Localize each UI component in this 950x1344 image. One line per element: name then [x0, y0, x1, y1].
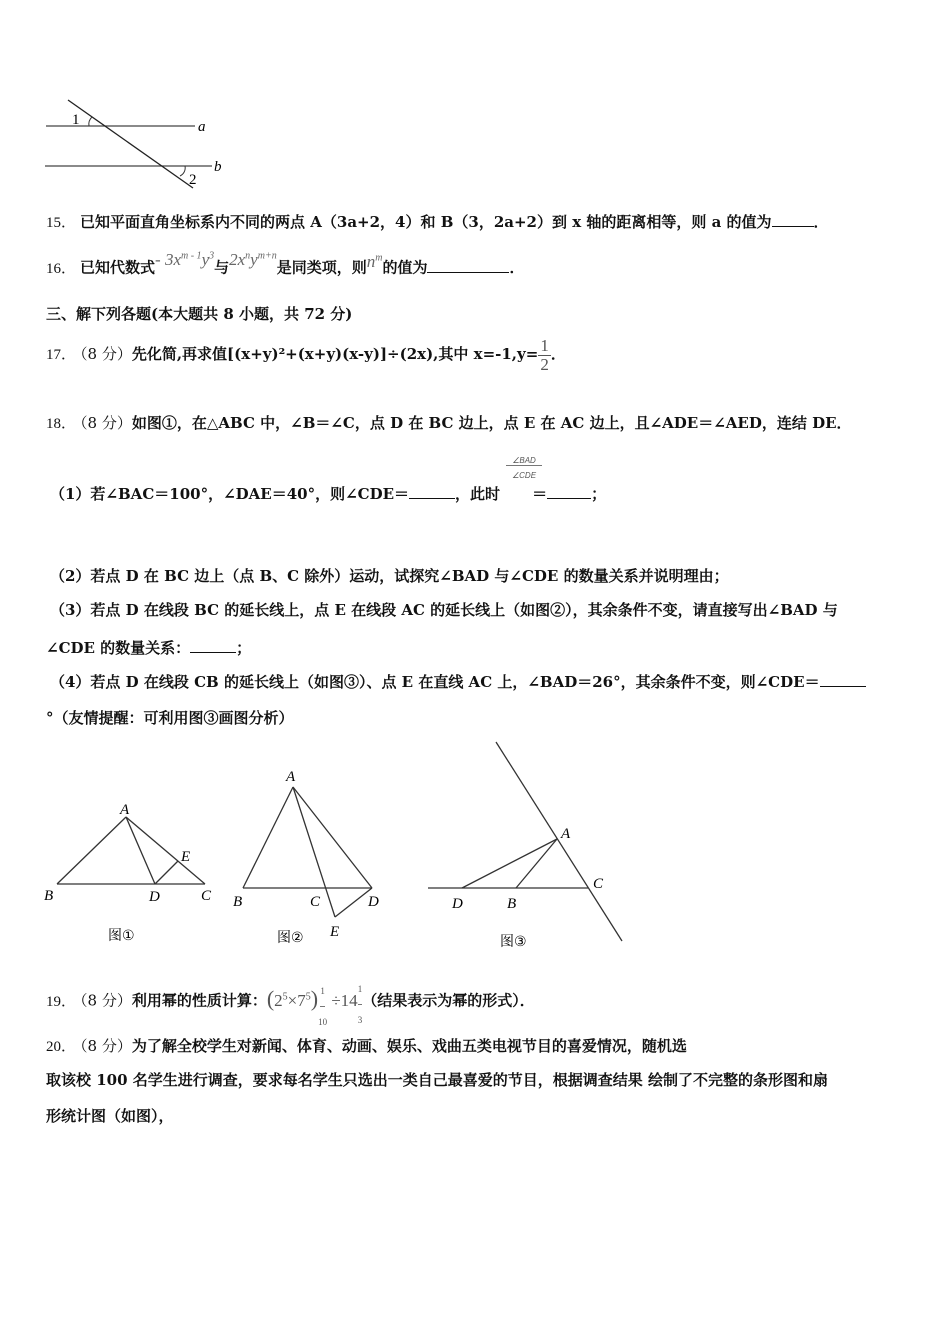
ratio-fraction: ∠BAD ∠CDE — [506, 456, 542, 480]
question-20-line-2: 取该校 100 名学生进行调查，要求每名学生只选出一类自己最喜爱的节目，根据调查结果 绘制了不完整的条形图和扇 — [46, 1071, 828, 1089]
svg-text:C: C — [310, 894, 321, 910]
line-a-label: a — [198, 119, 206, 135]
question-18-part-3-line-2 — [46, 638, 251, 658]
question-18-part-1 — [50, 484, 606, 504]
question-17 — [46, 330, 566, 379]
semicolon: ； — [591, 485, 607, 503]
expression-3: $n^m$ — [366, 251, 383, 271]
semicolon: ； — [236, 639, 252, 657]
svg-text:D: D — [149, 889, 160, 905]
question-16 — [46, 249, 525, 279]
svg-text:C: C — [201, 888, 212, 904]
question-18-part-4-line-1 — [50, 672, 866, 692]
figure-3 — [420, 740, 640, 950]
svg-text:D: D — [368, 894, 379, 910]
line-b-label: b — [214, 159, 222, 175]
question-number: 17． — [46, 347, 77, 363]
svg-text:E: E — [181, 849, 191, 865]
question-text: 的值为 — [382, 258, 428, 277]
angle2-label: 2 — [189, 172, 197, 188]
question-text: （结果表示为幂的形式）． — [362, 991, 535, 1010]
question-text: 已知代数式 — [80, 258, 156, 277]
svg-text:B: B — [44, 888, 54, 904]
question-text: 是同类项，则 — [276, 258, 367, 277]
svg-text:B: B — [507, 896, 517, 912]
svg-text:A: A — [120, 802, 130, 818]
figure-2 — [230, 765, 390, 950]
question-18 — [46, 413, 852, 434]
question-19 — [46, 982, 535, 1043]
question-number: 18． — [46, 416, 77, 432]
question-18-part-3-line-1: （3）若点 D 在线段 BC 的延长线上，点 E 在线段 AC 的延长线上（如图②），其余条件不变，请直接写出∠BAD 与 — [50, 601, 838, 619]
question-number: 16． — [46, 260, 77, 277]
period: ． — [509, 258, 525, 277]
expression-2: $2x^ny^{m+n}$ — [229, 249, 277, 269]
power-expression: $(2^5\times 7^5)$ $\frac{1}{10}$ ÷14 $\frac{1}{3}$ — [267, 991, 362, 1010]
question-stem: 如图①，在△ABC 中，∠B＝∠C，点 D 在 BC 边上，点 E 在 AC 边上，且∠ADE＝∠AED，连结 DE． — [131, 414, 852, 432]
question-text: 为了解全校学生对新闻、体育、动画、娱乐、戏曲五类电视节目的喜爱情况，随机选 — [131, 1037, 687, 1055]
period: ． — [813, 213, 829, 231]
svg-text:E: E — [330, 924, 340, 940]
question-text: 先化简,再求值[(x+y)²+(x+y)(x-y)]÷(2x),其中 x=-1,y= — [131, 345, 539, 363]
period: ． — [550, 345, 566, 363]
score-label: （8 分） — [80, 991, 132, 1010]
question-text: 利用幂的性质计算： — [131, 991, 267, 1010]
answer-blank-cde[interactable] — [409, 484, 455, 499]
question-15 — [46, 212, 829, 233]
score-label: （8 分） — [80, 345, 132, 363]
figure-1-caption: 图① — [108, 928, 135, 944]
answer-blank[interactable] — [772, 212, 814, 227]
answer-blank[interactable] — [820, 672, 866, 687]
part-text: （4）若点 D 在线段 CB 的延长线上（如图③）、点 E 在直线 AC 上，∠BAD＝26°，其余条件不变，则∠CDE＝ — [50, 673, 820, 691]
joiner-text: 与 — [214, 258, 230, 277]
score-label: （8 分） — [80, 1037, 132, 1055]
part-text: ，此时 — [455, 485, 501, 503]
answer-blank[interactable] — [427, 258, 509, 273]
figure-3-caption: 图③ — [500, 934, 527, 950]
question-number: 20． — [46, 1039, 77, 1055]
part-text: ∠CDE 的数量关系： — [46, 639, 191, 657]
question-number: 19． — [46, 993, 77, 1010]
section-title: 三、解下列各题(本大题共 8 小题，共 72 分) — [46, 305, 353, 323]
question-number: 15． — [46, 215, 77, 231]
figure-2-caption: 图② — [277, 930, 304, 946]
score-label: （8 分） — [80, 414, 132, 432]
expression-1: - $3x^{m - 1}y^3$ — [155, 249, 215, 269]
svg-text:C: C — [593, 876, 604, 892]
equals: ＝ — [532, 485, 548, 503]
question-text: 已知平面直角坐标系内不同的两点 A（3a+2，4）和 B（3，2a+2）到 x 轴的距离相等，则 a 的值为 — [80, 213, 772, 231]
svg-text:B: B — [233, 894, 243, 910]
angle1-label: 1 — [72, 112, 80, 128]
svg-text:A: A — [286, 769, 296, 785]
part-text: （1）若∠BAC＝100°，∠DAE＝40°，则∠CDE＝ — [50, 485, 410, 503]
parallel-lines-figure — [40, 95, 230, 190]
question-20-line-1 — [46, 1036, 687, 1057]
question-18-part-4-line-2: °（友情提醒：可利用图③画图分析） — [46, 709, 294, 727]
question-20-line-3: 形统计图（如图）， — [46, 1107, 174, 1125]
svg-text:A: A — [561, 826, 571, 842]
answer-blank-ratio[interactable] — [547, 484, 591, 499]
answer-blank[interactable] — [190, 638, 236, 653]
fraction-one-half: $\frac{1}{2}$ — [540, 335, 549, 374]
question-18-part-2: （2）若点 D 在 BC 边上（点 B、C 除外）运动，试探究∠BAD 与∠CDE 的数量关系并说明理由； — [50, 567, 729, 585]
figure-1 — [40, 790, 230, 950]
svg-text:D: D — [452, 896, 463, 912]
